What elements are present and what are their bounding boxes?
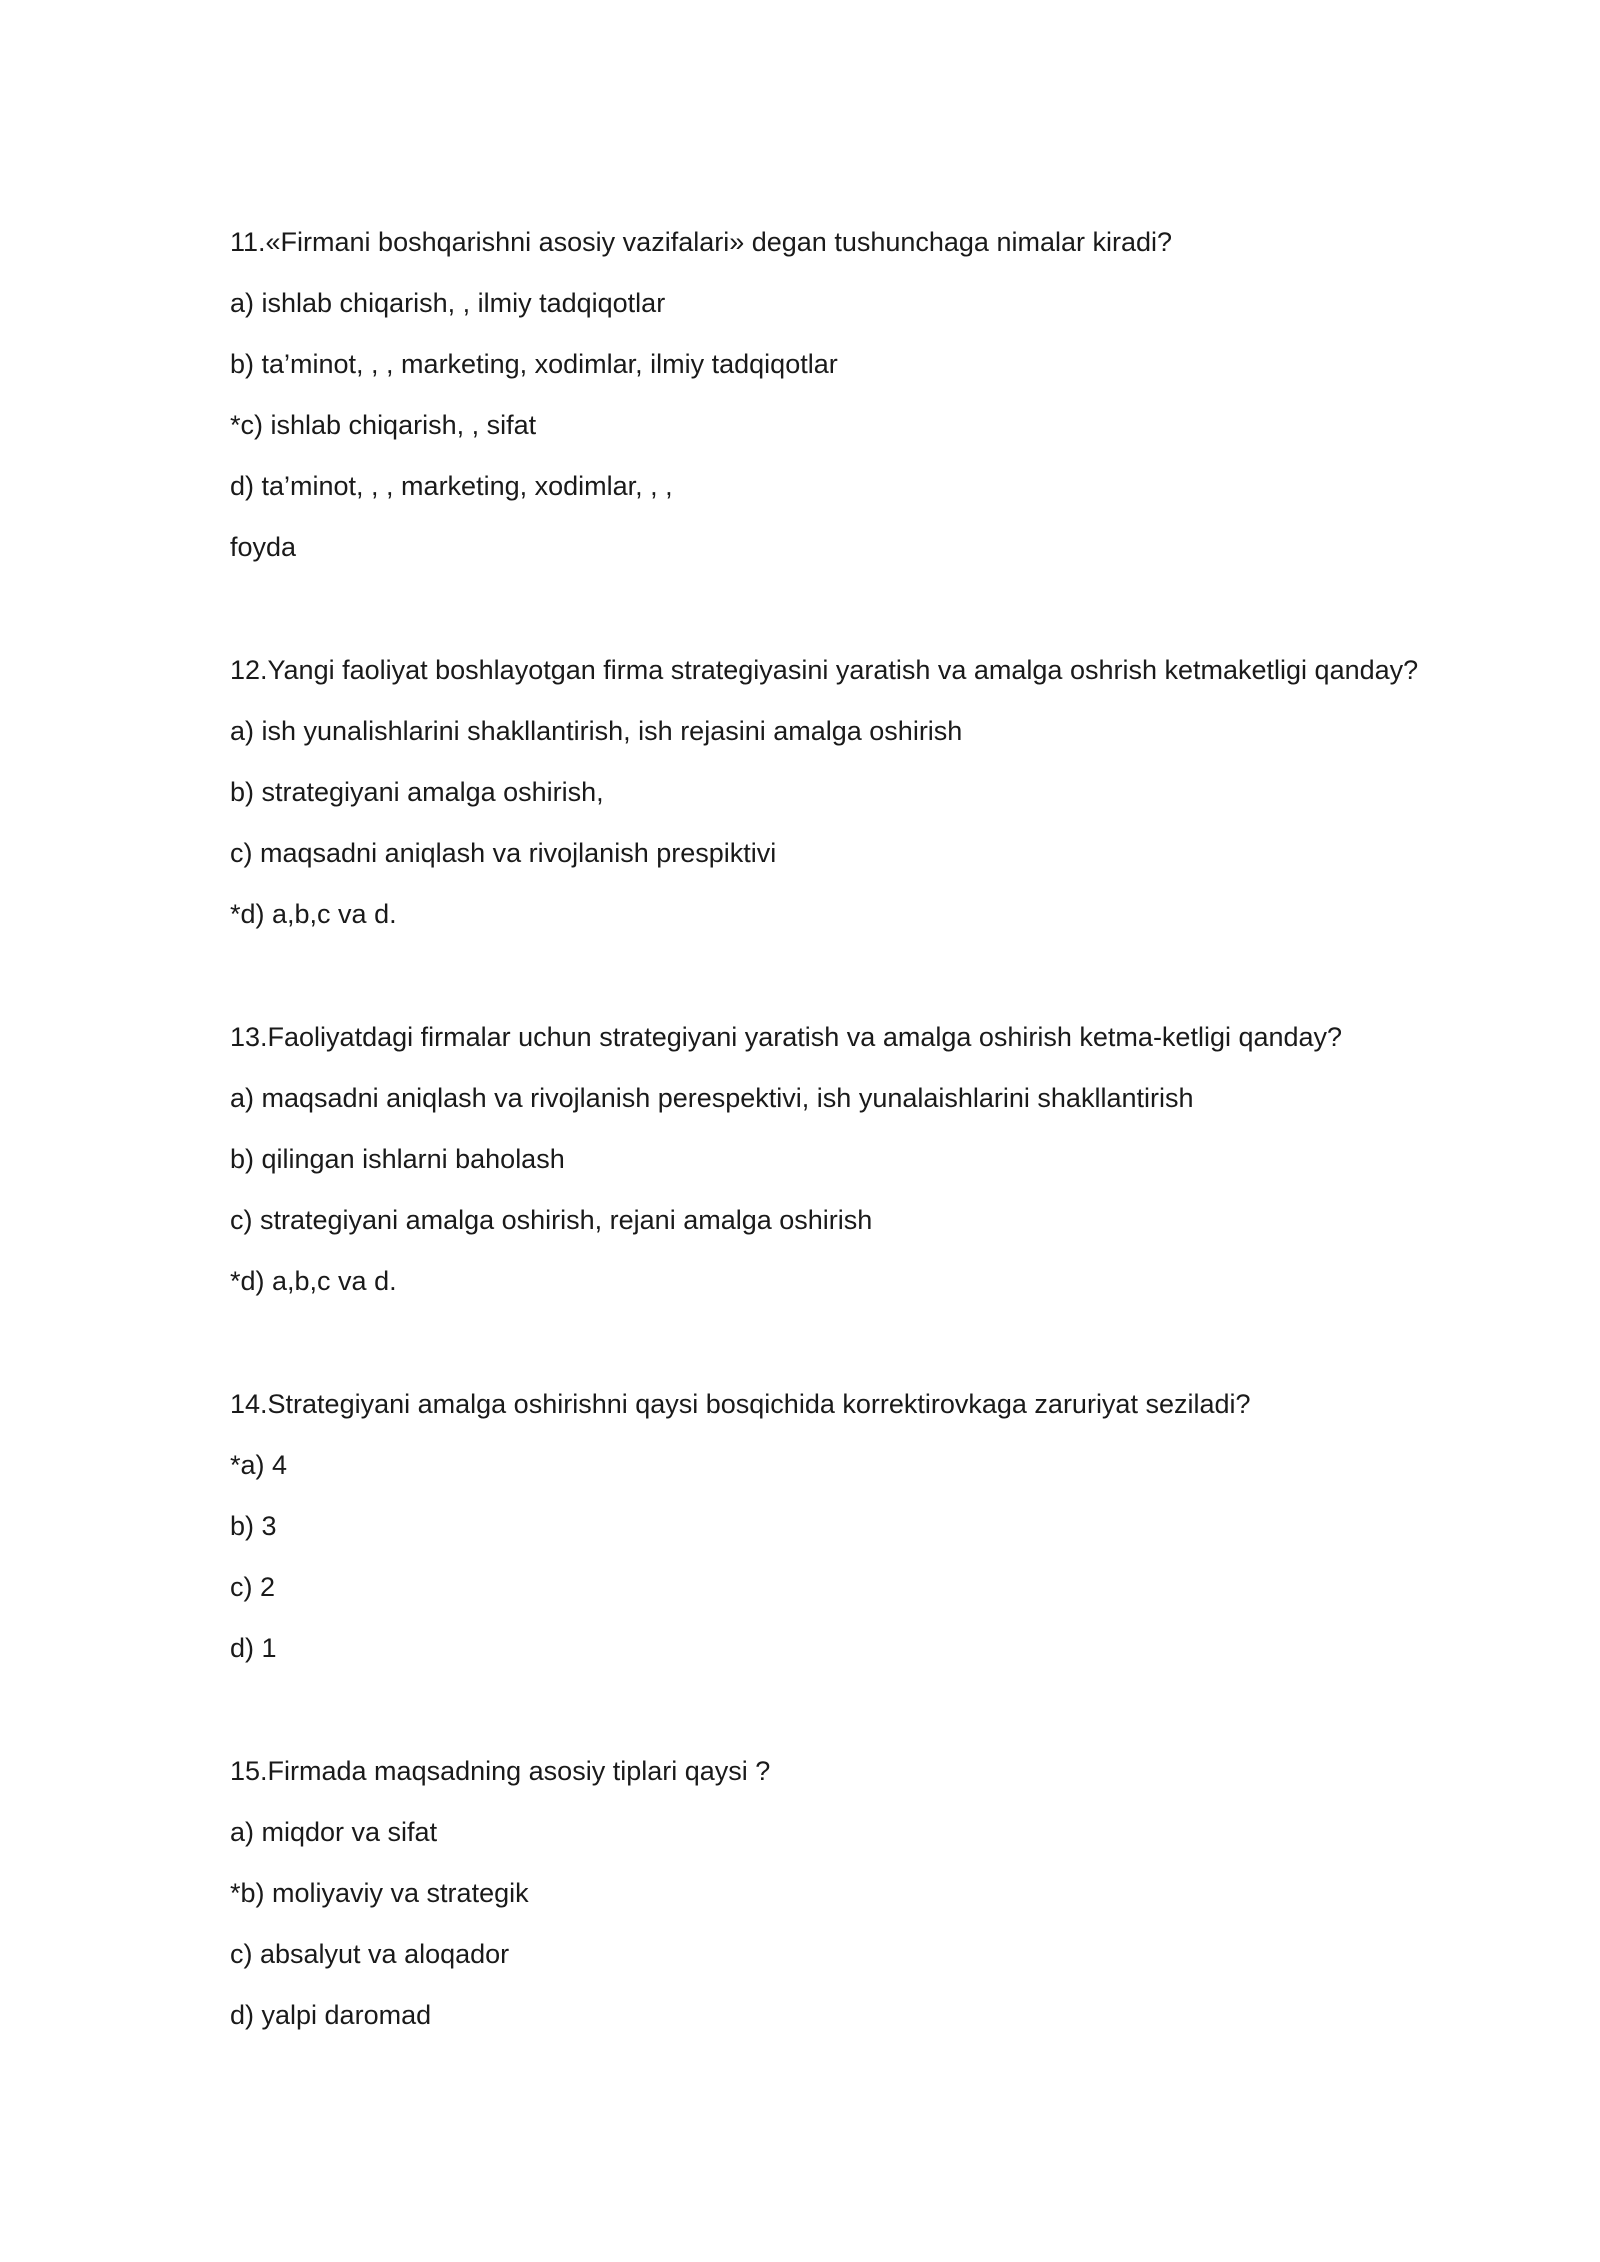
answer-option: c) strategiyani amalga oshirish, rejani amalga oshirish	[230, 1205, 873, 1235]
answer-option: d) 1	[230, 1633, 277, 1663]
question-11	[230, 212, 1530, 578]
answer-option-correct: *c) ishlab chiqarish, , sifat	[230, 410, 537, 440]
question-text: 15.Firmada maqsadning asosiy tiplari qaysi ?	[230, 1756, 771, 1786]
answer-option: b) ta’minot, , , marketing, xodimlar, ilmiy tadqiqotlar	[230, 349, 838, 379]
question-text: 11.«Firmani boshqarishni asosiy vazifalari» degan tushunchaga nimalar kiradi?	[230, 227, 1173, 257]
answer-option: a) ish yunalishlarini shakllantirish, ish rejasini amalga oshirish	[230, 716, 963, 746]
answer-option: b) strategiyani amalga oshirish,	[230, 777, 604, 807]
question-text: 14.Strategiyani amalga oshirishni qaysi bosqichida korrektirovkaga zaruriyat seziladi?	[230, 1389, 1251, 1419]
answer-option: d) ta’minot, , , marketing, xodimlar, , ,	[230, 471, 673, 501]
question-15	[230, 1741, 1530, 2046]
answer-option: b) 3	[230, 1511, 277, 1541]
question-text: 12.Yangi faoliyat boshlayotgan firma strategiyasini yaratish va amalga oshrish ketmaketligi qanday?	[230, 655, 1419, 685]
answer-option: c) 2	[230, 1572, 276, 1602]
answer-option: b) qilingan ishlarni baholash	[230, 1144, 565, 1174]
answer-option-correct: *a) 4	[230, 1450, 288, 1480]
answer-option-correct: *b) moliyaviy va strategik	[230, 1878, 529, 1908]
question-12	[230, 640, 1530, 945]
document-body	[230, 212, 1530, 2108]
answer-option: a) ishlab chiqarish, , ilmiy tadqiqotlar	[230, 288, 666, 318]
answer-option-correct: *d) a,b,c va d.	[230, 1266, 397, 1296]
answer-option-correct: *d) a,b,c va d.	[230, 899, 397, 929]
question-text: 13.Faoliyatdagi firmalar uchun strategiyani yaratish va amalga oshirish ketma-ketligi qanday?	[230, 1022, 1343, 1052]
answer-option-continuation: foyda	[230, 532, 297, 562]
answer-option: d) yalpi daromad	[230, 2000, 432, 2030]
answer-option: c) absalyut va aloqador	[230, 1939, 510, 1969]
answer-option: c) maqsadni aniqlash va rivojlanish prespiktivi	[230, 838, 777, 868]
question-14	[230, 1374, 1530, 1679]
question-13	[230, 1007, 1530, 1312]
answer-option: a) maqsadni aniqlash va rivojlanish perespektivi, ish yunalaishlarini shakllantirish	[230, 1083, 1194, 1113]
answer-option: a) miqdor va sifat	[230, 1817, 438, 1847]
